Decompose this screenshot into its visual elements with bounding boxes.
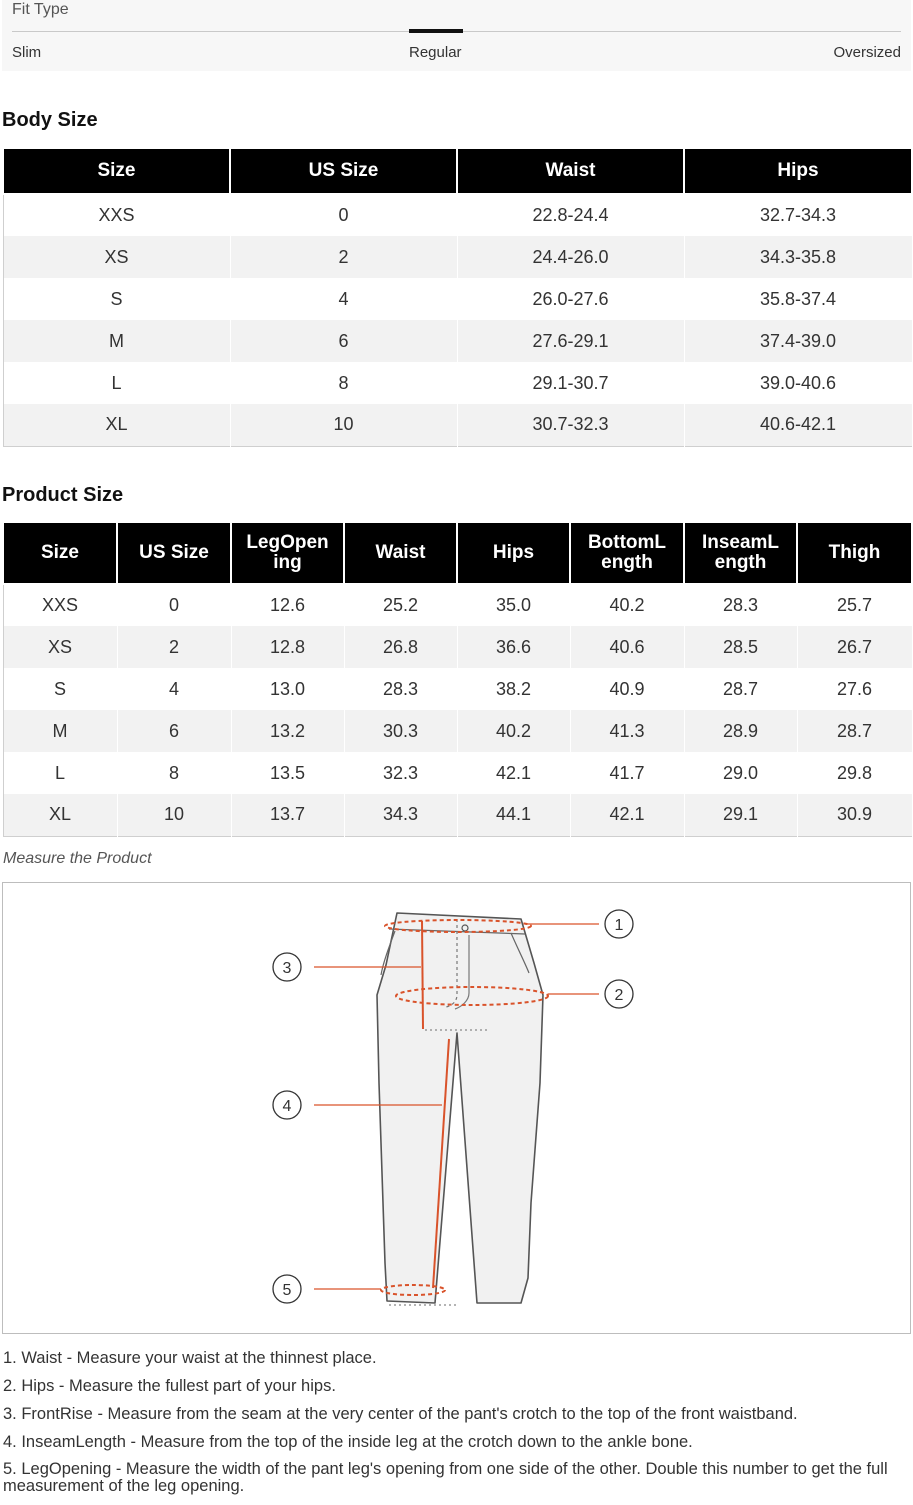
table-cell: 39.0-40.6 — [684, 362, 912, 404]
table-cell: 2 — [230, 236, 457, 278]
table-cell: 40.9 — [570, 668, 684, 710]
table-header-row — [3, 522, 912, 584]
pants-outline-icon — [377, 913, 543, 1303]
table-row — [3, 710, 912, 752]
marker-5-label: 5 — [282, 1282, 292, 1299]
table-cell: 4 — [117, 668, 231, 710]
measure-diagram — [2, 882, 911, 1334]
marker-1-label: 1 — [614, 917, 624, 934]
table-cell: 13.7 — [231, 794, 344, 836]
table-cell: 6 — [230, 320, 457, 362]
table-cell: 24.4-26.0 — [457, 236, 684, 278]
table-cell: 28.3 — [344, 668, 457, 710]
table-row — [3, 194, 912, 236]
table-cell: 34.3 — [344, 794, 457, 836]
table-cell: 29.8 — [797, 752, 912, 794]
marker-3-label: 3 — [282, 960, 292, 977]
product-size-title: Product Size — [2, 484, 124, 506]
table-cell: XL — [3, 794, 117, 836]
table-cell: XL — [3, 404, 230, 446]
table-cell: 30.9 — [797, 794, 912, 836]
table-cell: XS — [3, 236, 230, 278]
fit-type-label: Fit Type — [12, 1, 69, 18]
front-rise-line — [422, 921, 423, 1029]
table-cell: 8 — [117, 752, 231, 794]
measure-title: Measure the Product — [3, 850, 152, 867]
column-header: InseamL ength — [684, 522, 797, 584]
table-cell: 28.9 — [684, 710, 797, 752]
note-leg-opening: 5. LegOpening - Measure the width of the pant leg's opening from one side of the other. Double this number to get the full measurement of the leg opening. — [3, 1460, 888, 1495]
table-cell: S — [3, 668, 117, 710]
table-row — [3, 668, 912, 710]
column-header: LegOpen ing — [231, 522, 344, 584]
pants-diagram — [3, 883, 910, 1333]
table-cell: 4 — [230, 278, 457, 320]
marker-4-label: 4 — [282, 1098, 292, 1115]
table-cell: 37.4-39.0 — [684, 320, 912, 362]
table-cell: 40.2 — [457, 710, 570, 752]
table-cell: L — [3, 362, 230, 404]
table-row — [3, 626, 912, 668]
fit-type-selector — [2, 0, 911, 71]
table-cell: 30.7-32.3 — [457, 404, 684, 446]
column-header: Hips — [457, 522, 570, 584]
table-cell: XXS — [3, 584, 117, 626]
marker-4 — [273, 1091, 301, 1119]
table-cell: 36.6 — [457, 626, 570, 668]
body-size-title: Body Size — [2, 109, 98, 131]
note-waist: 1. Waist - Measure your waist at the thinnest place. — [3, 1349, 377, 1367]
table-cell: 12.8 — [231, 626, 344, 668]
column-header: Waist — [457, 148, 684, 194]
table-cell: 28.7 — [684, 668, 797, 710]
table-cell: 12.6 — [231, 584, 344, 626]
table-row — [3, 278, 912, 320]
marker-3 — [273, 953, 301, 981]
body-size-table — [2, 147, 913, 447]
table-row — [3, 794, 912, 836]
table-cell: 29.0 — [684, 752, 797, 794]
column-header: Size — [3, 522, 117, 584]
table-cell: 42.1 — [570, 794, 684, 836]
table-cell: 25.2 — [344, 584, 457, 626]
table-cell: 44.1 — [457, 794, 570, 836]
column-header: Waist — [344, 522, 457, 584]
column-header: US Size — [117, 522, 231, 584]
table-row — [3, 236, 912, 278]
table-cell: 10 — [117, 794, 231, 836]
table-row — [3, 584, 912, 626]
table-cell: XS — [3, 626, 117, 668]
fit-option-oversized: Oversized — [833, 44, 901, 61]
table-cell: L — [3, 752, 117, 794]
table-cell: 34.3-35.8 — [684, 236, 912, 278]
table-cell: 42.1 — [457, 752, 570, 794]
table-cell: 0 — [117, 584, 231, 626]
table-cell: 25.7 — [797, 584, 912, 626]
note-hips: 2. Hips - Measure the fullest part of your hips. — [3, 1377, 336, 1395]
table-row — [3, 752, 912, 794]
table-cell: 28.3 — [684, 584, 797, 626]
table-cell: 28.5 — [684, 626, 797, 668]
table-cell: 26.8 — [344, 626, 457, 668]
table-cell: 2 — [117, 626, 231, 668]
table-cell: 40.2 — [570, 584, 684, 626]
table-cell: XXS — [3, 194, 230, 236]
table-cell: 13.0 — [231, 668, 344, 710]
measurement-notes — [3, 1349, 903, 1505]
fit-type-indicator — [409, 29, 463, 33]
column-header: Thigh — [797, 522, 912, 584]
table-cell: 32.7-34.3 — [684, 194, 912, 236]
table-cell: 41.3 — [570, 710, 684, 752]
table-row — [3, 362, 912, 404]
table-cell: 29.1-30.7 — [457, 362, 684, 404]
table-cell: 27.6-29.1 — [457, 320, 684, 362]
marker-5 — [273, 1275, 301, 1303]
table-header-row — [3, 148, 912, 194]
table-cell: 8 — [230, 362, 457, 404]
table-cell: 35.8-37.4 — [684, 278, 912, 320]
marker-1 — [605, 910, 633, 938]
table-cell: 13.2 — [231, 710, 344, 752]
table-cell: S — [3, 278, 230, 320]
table-row — [3, 404, 912, 446]
table-row — [3, 320, 912, 362]
table-cell: 13.5 — [231, 752, 344, 794]
column-header: Hips — [684, 148, 912, 194]
fit-option-slim: Slim — [12, 44, 42, 61]
table-cell: 26.0-27.6 — [457, 278, 684, 320]
table-cell: 27.6 — [797, 668, 912, 710]
table-cell: 28.7 — [797, 710, 912, 752]
column-header: Size — [3, 148, 230, 194]
fit-option-regular: Regular — [409, 44, 462, 61]
table-cell: 0 — [230, 194, 457, 236]
table-cell: M — [3, 710, 117, 752]
table-cell: M — [3, 320, 230, 362]
table-cell: 26.7 — [797, 626, 912, 668]
table-cell: 22.8-24.4 — [457, 194, 684, 236]
column-header: US Size — [230, 148, 457, 194]
table-cell: 32.3 — [344, 752, 457, 794]
table-cell: 30.3 — [344, 710, 457, 752]
table-cell: 40.6 — [570, 626, 684, 668]
note-front-rise: 3. FrontRise - Measure from the seam at the very center of the pant's crotch to the top of the front waistband. — [3, 1405, 798, 1423]
table-cell: 29.1 — [684, 794, 797, 836]
table-cell: 40.6-42.1 — [684, 404, 912, 446]
marker-2 — [605, 980, 633, 1008]
table-cell: 41.7 — [570, 752, 684, 794]
note-inseam-length: 4. InseamLength - Measure from the top of the inside leg at the crotch down to the ankle bone. — [3, 1433, 693, 1451]
column-header: BottomL ength — [570, 522, 684, 584]
table-cell: 38.2 — [457, 668, 570, 710]
table-cell: 10 — [230, 404, 457, 446]
marker-2-label: 2 — [614, 987, 624, 1004]
product-size-table — [2, 521, 913, 837]
table-cell: 6 — [117, 710, 231, 752]
table-cell: 35.0 — [457, 584, 570, 626]
